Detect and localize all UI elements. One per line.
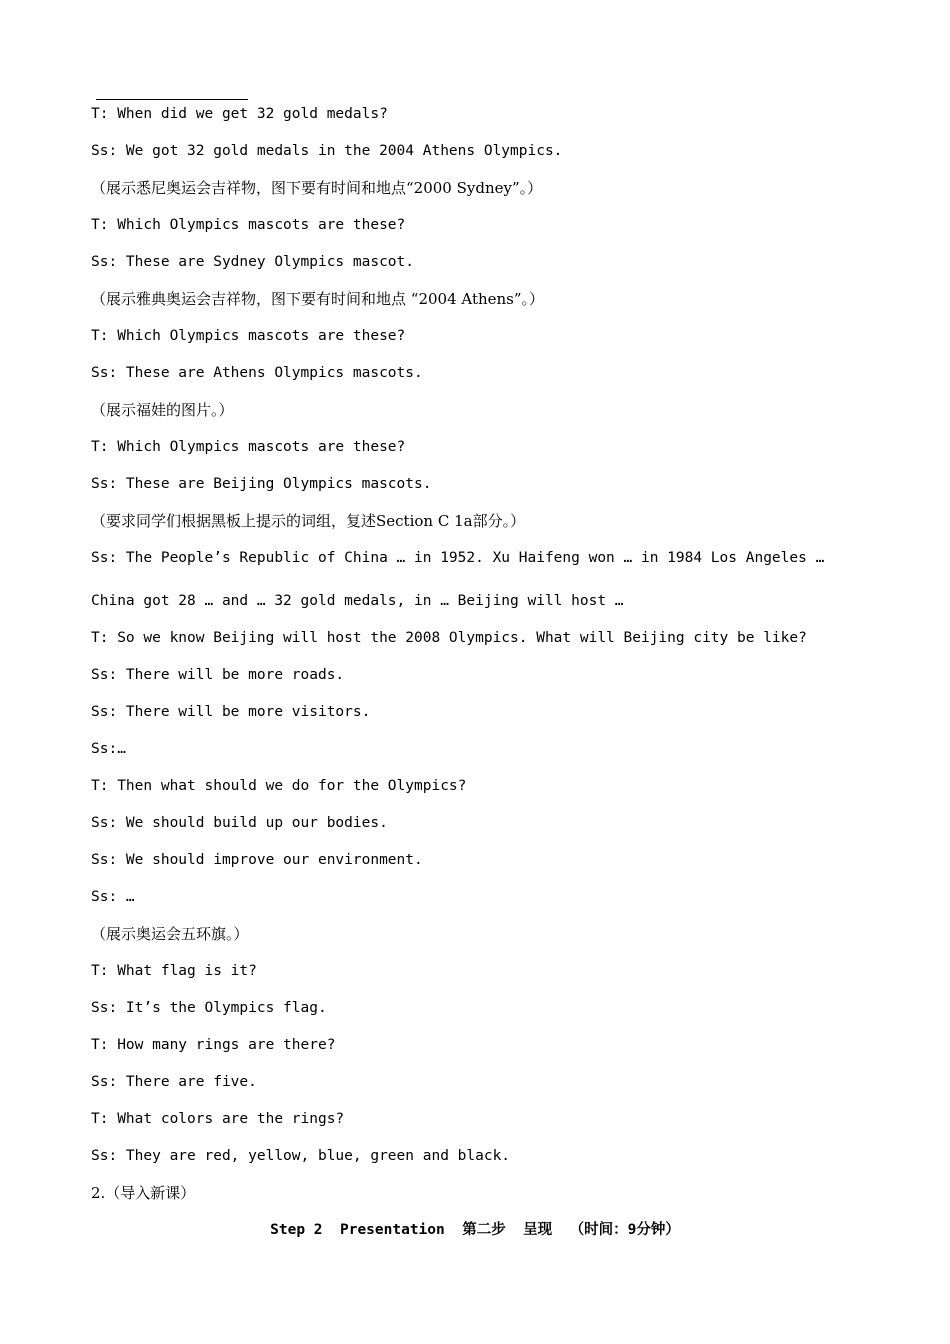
- dialogue-line: Ss: There are five.: [91, 1074, 257, 1090]
- dialogue-line: T: When did we get 32 gold medals?: [91, 106, 388, 122]
- dialogue-line: T: So we know Beijing will host the 2008 Olympics. What will Beijing city be like?: [91, 630, 807, 646]
- dialogue-line: T: Which Olympics mascots are these?: [91, 439, 406, 455]
- section-intro: 2.（导入新课）: [91, 1184, 196, 1202]
- dialogue-line: Ss: These are Sydney Olympics mascot.: [91, 254, 415, 270]
- dialogue-line: T: What colors are the rings?: [91, 1111, 345, 1127]
- dialogue-line: Ss: These are Beijing Olympics mascots.: [91, 476, 432, 492]
- dialogue-line: T: Which Olympics mascots are these?: [91, 217, 406, 233]
- dialogue-line: China got 28 … and … 32 gold medals, in … Beijing will host …: [91, 593, 624, 609]
- dialogue-line: Ss: These are Athens Olympics mascots.: [91, 365, 423, 381]
- dialogue-line: T: What flag is it?: [91, 963, 257, 979]
- dialogue-line: Ss: There will be more roads.: [91, 667, 345, 683]
- dialogue-line: Ss: They are red, yellow, blue, green and black.: [91, 1148, 511, 1164]
- dialogue-line: T: Then what should we do for the Olympics?: [91, 778, 467, 794]
- step-heading: Step 2 Presentation 第二步 呈现 （时间：9分钟）: [270, 1222, 680, 1238]
- footnote-rule: [96, 99, 248, 100]
- dialogue-line: Ss: We should build up our bodies.: [91, 815, 388, 831]
- stage-direction: （展示雅典奥运会吉祥物，图下要有时间和地点 “2004 Athens”。）: [91, 290, 545, 308]
- dialogue-line: T: Which Olympics mascots are these?: [91, 328, 406, 344]
- stage-direction: （要求同学们根据黑板上提示的词组，复述Section C 1a部分。）: [91, 512, 526, 530]
- dialogue-line: Ss: There will be more visitors.: [91, 704, 371, 720]
- stage-direction: （展示奥运会五环旗。）: [91, 925, 249, 943]
- dialogue-line: T: How many rings are there?: [91, 1037, 336, 1053]
- dialogue-line: Ss: It’s the Olympics flag.: [91, 1000, 327, 1016]
- dialogue-line: Ss: The People’s Republic of China … in 1952. Xu Haifeng won … in 1984 Los Angeles …: [91, 550, 825, 566]
- stage-direction: （展示福娃的图片。）: [91, 401, 234, 419]
- dialogue-line: Ss:…: [91, 741, 126, 757]
- dialogue-line: Ss: …: [91, 889, 135, 905]
- dialogue-line: Ss: We should improve our environment.: [91, 852, 423, 868]
- dialogue-line: Ss: We got 32 gold medals in the 2004 Athens Olympics.: [91, 143, 563, 159]
- stage-direction: （展示悉尼奥运会吉祥物，图下要有时间和地点“2000 Sydney”。）: [91, 179, 543, 197]
